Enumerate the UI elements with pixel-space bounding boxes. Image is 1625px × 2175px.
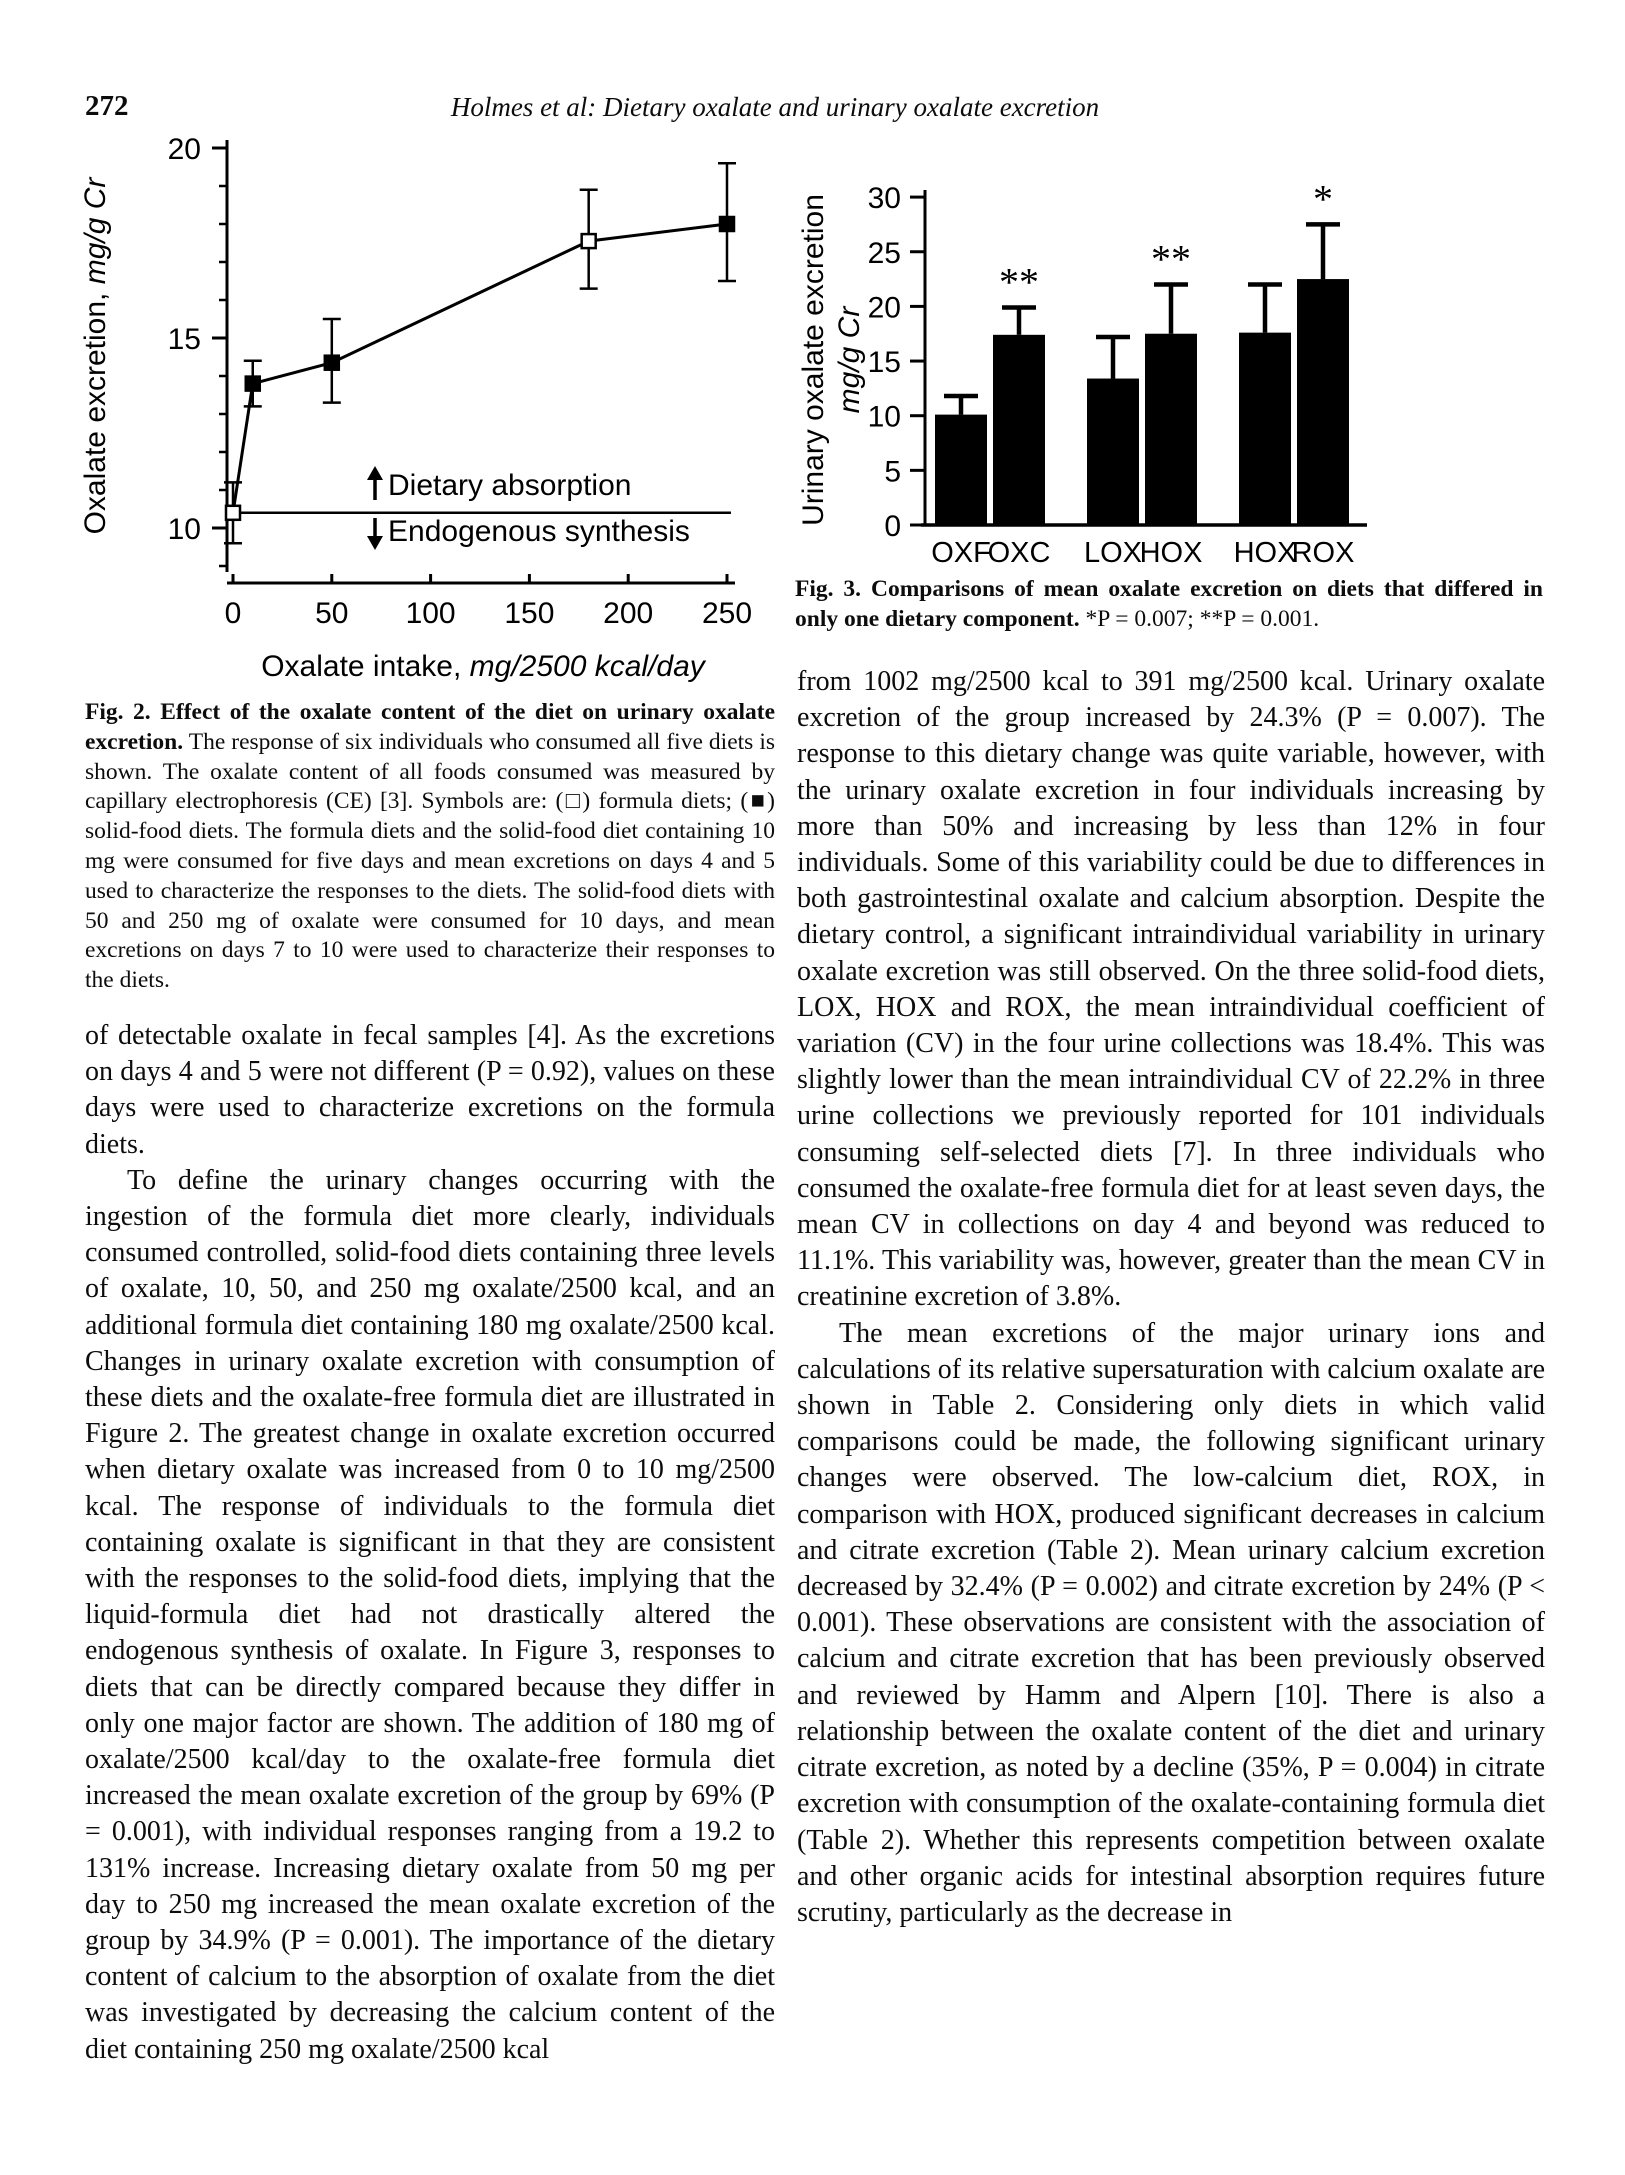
x-tick-label: 0 [224,597,242,630]
fig2-y-axis-title: Oxalate excretion, mg/g Cr [79,177,112,535]
y-tick-label: 20 [167,133,201,166]
bar-hox-4 [1239,333,1291,525]
body-paragraph: The mean excretions of the major urinary ions and calculations of its relative supersaturation with calcium oxalate are shown in Table 2. Considering only diets in which valid comparisons could be made, the following significant urinary changes were observed. The low-calcium diet, ROX, in comparison with HOX, produced significant decreases in calcium and citrate excretion (Table 2). Mean urinary calcium excretion decreased by 32.4% (P = 0.002) and citrate excretion by 24% (P < 0.001). These observations are consistent with the association of calcium and citrate excretion that has been previously observed and reviewed by Hamm and Alpern [10]. There is also a relationship between the oxalate content of the diet and urinary citrate excretion, as noted by a decline (35%, P = 0.004) in citrate excretion with consumption of the oxalate-containing formula diet (Table 2). Whether this represents competition between oxalate and other organic acids for intestinal absorption requires future scrutiny, particularly as the decrease in [797,1317,1545,1928]
endogenous-synthesis-label: Endogenous synthesis [388,515,690,548]
fig3-caption-label: Fig. 3. Comparisons of mean oxalate excretion on diets that differed in only one dietary component. [795,576,1543,632]
bar-category-label: OXF [931,537,991,569]
open-square-marker [582,234,596,248]
significance-marker: * [1313,176,1333,222]
y-tick-label: 25 [867,236,901,270]
x-tick-label: 200 [603,597,654,630]
fig2-caption-label: Fig. 2. Effect of the oxalate content of the diet on urinary oxalate excretion. [85,699,775,755]
bar-hox-3 [1145,334,1197,525]
body-paragraph: of detectable oxalate in fecal samples [4]. As the excretions on days 4 and 5 were not different (P = 0.92), values on these days were used to characterize excretions on the formula diets. [85,1020,775,1160]
fig2-caption [85,698,775,996]
bar-category-label: ROX [1291,537,1355,569]
fig3-caption [795,575,1543,635]
bar-category-label: HOX [1233,537,1297,569]
bar-rox-5 [1297,279,1349,525]
fig3-caption-text: *P = 0.007; **P = 0.001. [1085,605,1320,632]
significance-marker: ** [999,259,1039,305]
x-tick-label: 50 [315,597,349,630]
y-tick-label: 30 [867,182,901,216]
bar-category-label: OXC [987,537,1051,569]
y-tick-label: 15 [167,323,201,356]
running-title: Holmes et al: Dietary oxalate and urinary oxalate excretion [450,92,1100,122]
x-tick-label: 100 [405,597,456,630]
y-tick-label: 10 [867,400,901,434]
body-paragraph: To define the urinary changes occurring with the ingestion of the formula diet more clearly, individuals consumed controlled, solid-food diets containing three levels of oxalate, 10, 50, and 250 mg oxalate/2500 kcal, and an additional formula diet containing 180 mg oxalate/2500 kcal. Changes in urinary oxalate excretion with consumption of these diets and the oxalate-free formula diet are illustrated in Figure 2. The greatest change in oxalate excretion occurred when dietary oxalate was increased from 0 to 10 mg/2500 kcal. The response of individuals to the formula diet containing oxalate is significant in that they are consistent with the responses to the solid-food diets, implying that the liquid-formula diet had not drastically altered the endogenous synthesis of oxalate. In Figure 3, responses to diets that can be directly compared because they differ in only one major factor are shown. The addition of 180 mg of oxalate/2500 kcal/day to the oxalate-free formula diet increased the mean oxalate excretion of the group by 69% (P = 0.001), with individual responses ranging from a 19.2 to 131% increase. Increasing dietary oxalate from 50 mg per day to 250 mg increased the mean oxalate excretion of the group by 34.9% (P = 0.001). The importance of the dietary content of calcium to the absorption of oxalate from the diet was investigated by decreasing the calcium content of the diet containing 250 mg oxalate/2500 kcal [85,1164,775,2065]
y-tick-label: 10 [167,513,201,546]
bar-category-label: LOX [1083,537,1143,569]
filled-square-marker [325,356,339,370]
body-paragraph: from 1002 mg/2500 kcal to 391 mg/2500 kcal. Urinary oxalate excretion of the group increased by 24.3% (P = 0.007). The response to this dietary change was quite variable, however, with the urinary oxalate excretion in four individuals increasing by more than 50% and increasing by less than 12% in four individuals. Some of this variability could be due to differences in both gastrointestinal oxalate and calcium absorption. Despite the dietary control, a significant intraindividual variability in urinary oxalate excretion was still observed. On the three solid-food diets, LOX, HOX and ROX, the mean intraindividual coefficient of variation (CV) in the four urine collections was 18.4%. This was slightly lower than the mean intraindividual CV of 22.2% in three urine collections we previously reported for 101 individuals consuming self-selected diets [7]. In three individuals who consumed the oxalate-free formula diet for at least seven days, the mean CV in collections on day 4 and beyond was reduced to 11.1%. This variability was, however, greater than the mean CV in creatinine excretion of 3.8%. [797,666,1545,1313]
filled-square-marker [720,217,734,231]
left-column [85,1018,775,2068]
fig2-x-axis-title: Oxalate intake, mg/2500 kcal/day [261,650,705,683]
down-arrow-icon [367,536,383,550]
bar-category-label: HOX [1139,537,1203,569]
y-tick-label: 20 [867,291,901,325]
open-square-marker [226,506,240,520]
fig2-caption-text: The response of six individuals who consumed all five diets is shown. The oxalate content of all foods consumed was measured by capillary electrophoresis (CE) [3]. Symbols are: (□) formula diets; (■) solid-food diets. The formula diets and the solid-food diet containing 10 mg were consumed for five days and mean excretions on days 4 and 5 used to characterize the responses to the diets. The solid-food diets with 50 and 250 mg of oxalate were consumed for 10 days, and mean excretions on days 7 to 10 were used to characterize their responses to the diets. [85,728,776,994]
bar-oxf-0 [935,415,987,525]
bar-lox-2 [1087,379,1139,525]
y-tick-label: 5 [884,455,901,489]
fig3-y-axis-units: mg/g Cr [833,306,866,414]
x-tick-label: 250 [701,597,753,630]
fig3-y-axis-title: Urinary oxalate excretion [797,194,830,526]
up-arrow-icon [367,466,383,480]
y-tick-label: 0 [884,510,901,543]
y-tick-label: 15 [867,346,901,380]
page-number: 272 [85,90,129,122]
fig2-line-chart [75,128,775,728]
x-tick-label: 150 [504,597,555,630]
right-column [797,664,1545,1931]
significance-marker: ** [1151,236,1191,282]
fig3-bar-chart [795,148,1545,608]
filled-square-marker [246,377,260,391]
dietary-absorption-label: Dietary absorption [388,469,632,502]
bar-oxc-1 [993,335,1045,525]
